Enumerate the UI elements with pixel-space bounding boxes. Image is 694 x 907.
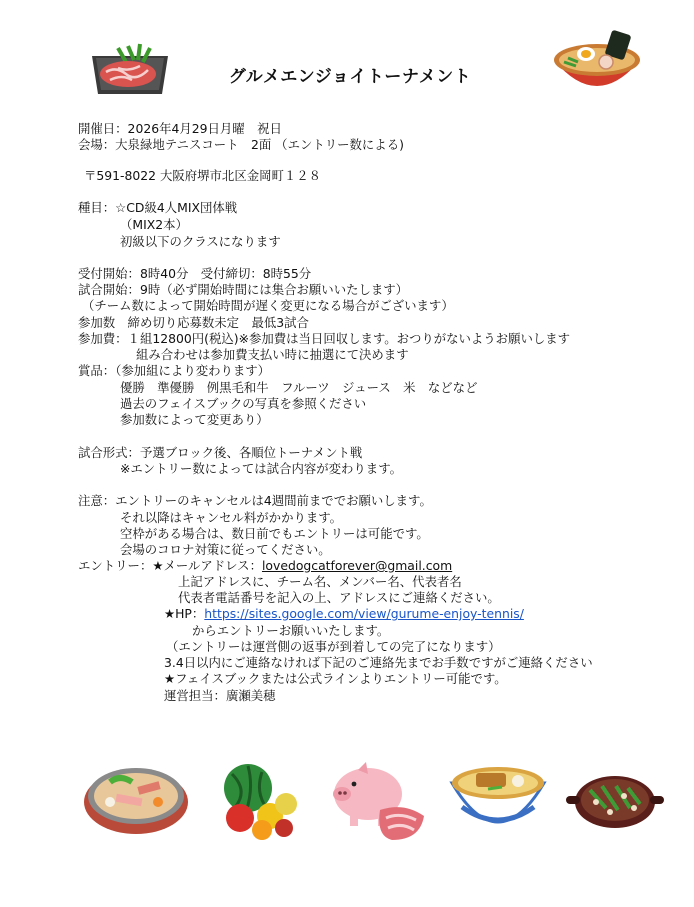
event-class-line: 初級以下のクラスになります: [120, 234, 281, 249]
entry-facebook-line: ★フェイスブックまたは公式ラインよりエントリー可能です。: [164, 671, 507, 686]
hp-url-link[interactable]: https://sites.google.com/view/gurume-enjoy-tennis/: [204, 606, 524, 621]
entry-hp-row: [164, 606, 524, 622]
organizer-line: 運営担当：廣瀬美穂: [164, 688, 276, 703]
prize-items-line: 優勝 準優勝 例黒毛和牛 フルーツ ジュース 米 などなど: [120, 380, 478, 395]
event-sub-line: （MIX2本）: [120, 217, 188, 232]
reception-line: 受付開始：8時40分 受付締切：8時55分: [78, 266, 312, 281]
match-note-line: （チーム数によって開始時間が遅く変更になる場合がございます）: [82, 298, 454, 313]
match-start-line: 試合開始：9時（必ず開始時間には集合お願いいたします）: [78, 282, 409, 297]
prize-line: 賞品：（参加組により変わります）: [78, 363, 271, 378]
motsunabe-pan-icon: [566, 768, 664, 834]
date-line: 開催日：2026年4月29日月曜 祝日: [78, 121, 282, 136]
notice-slot-line: 空枠がある場合は、数日前でもエントリーは可能です。: [120, 526, 429, 541]
wagyu-beef-plate-icon: [88, 38, 172, 98]
ramen-bowl-icon: [550, 26, 644, 104]
entry-email-link[interactable]: lovedogcatforever@gmail.com: [261, 558, 453, 573]
prize-photo-line: 過去のフェイスブックの写真を参照ください: [120, 396, 367, 411]
entry-instruction-line: 上記アドレスに、チーム名、メンバー名、代表者名: [178, 574, 462, 589]
entry-confirm-line: （エントリーは運営側の返事が到着しての完了になります）: [166, 639, 501, 654]
entry-phone-line: 代表者電話番号を記入の上、アドレスにご連絡ください。: [178, 590, 500, 605]
format-note-line: ※エントリー数によっては試合内容が変わります。: [120, 461, 402, 476]
entry-request-line: からエントリーお願いいたします。: [192, 623, 390, 638]
entry-label: エントリー：★メールアドレス：: [78, 558, 262, 573]
notice-line: 注意：エントリーのキャンセルは4週間前まででお願いします。: [78, 493, 432, 508]
page-title: グルメエンジョイトーナメント: [228, 67, 472, 87]
hp-label: ★HP：: [164, 606, 205, 621]
pig-and-pork-icon: [328, 760, 428, 842]
notice-cancel-line: それ以降はキャンセル料がかかります。: [120, 510, 343, 525]
event-line: 種目：☆CD級4人MIX団体戦: [78, 200, 238, 215]
participants-line: 参加数 締め切り応募数未定 最低3試合: [78, 315, 309, 330]
fee-line: 参加費：１組12800円(税込)※参加費は当日回収します。おつりがないようお願いします: [78, 331, 571, 346]
address-line: 〒591-8022 大阪府堺市北区金岡町１２８: [84, 168, 322, 183]
fruit-basket-icon: [218, 760, 304, 842]
hotpot-icon: [80, 752, 192, 840]
prize-change-line: 参加数によって変更あり）: [120, 412, 269, 427]
udon-bowl-icon: [448, 757, 548, 841]
notice-covid-line: 会場のコロナ対策に従ってください。: [120, 542, 331, 557]
entry-contact-line: 3.4日以内にご連絡なければ下記のご連絡先までお手数ですがご連絡ください: [164, 655, 593, 670]
format-line: 試合形式：予選ブロック後、各順位トーナメント戦: [78, 445, 363, 460]
entry-email-row: [78, 558, 452, 574]
fee-sub-line: 組み合わせは参加費支払い時に抽選にて決めます: [136, 347, 409, 362]
venue-line: 会場：大泉緑地テニスコート 2面 （エントリー数による): [78, 137, 404, 152]
